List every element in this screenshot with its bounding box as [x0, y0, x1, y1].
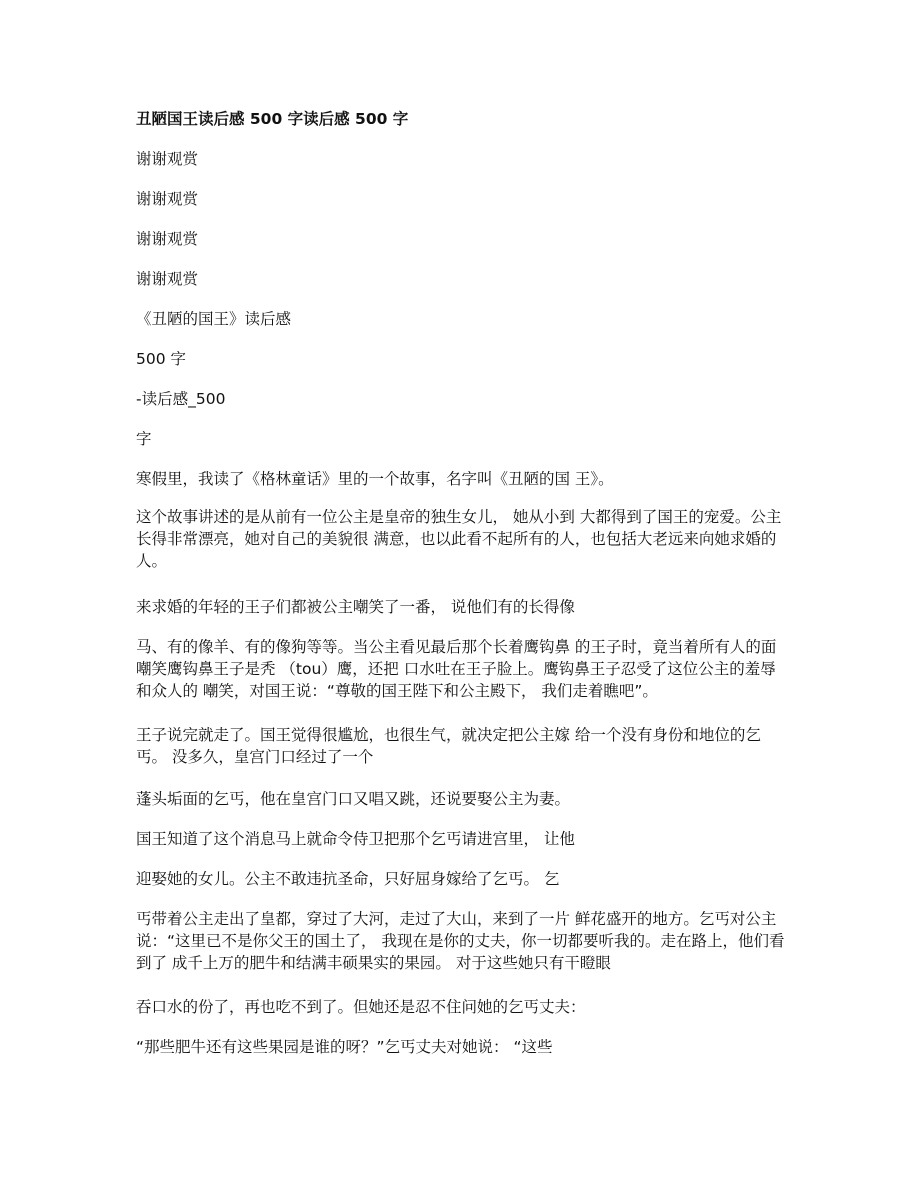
body-paragraph: 来求婚的年轻的王子们都被公主嘲笑了一番， 说他们有的长得像	[136, 598, 575, 616]
body-paragraph: 马、有的像羊、有的像狗等等。当公主看见最后那个长着鹰钩鼻 的王子时，竟当着所有人的面嘲笑鹰钩鼻王子是秃 （tou）鹰，还把 口水吐在王子脸上。鹰钩鼻王子忍受了这位公主的羞辱和众人的 嘲笑，对国王说：“尊敬的国王陛下和公主殿下， 我们走着瞧吧”。	[136, 638, 777, 700]
document-title: 丑陋国王读后感 500 字读后感 500 字	[136, 110, 409, 128]
essay-heading-category: -读后感_500	[136, 390, 226, 408]
body-paragraph: 吞口水的份了，再也吃不到了。但她还是忍不住问她的乞丐丈夫：	[136, 998, 586, 1016]
body-paragraph: 蓬头垢面的乞丐，他在皇宫门口又唱又跳，还说要娶公主为妻。	[136, 790, 571, 808]
thanks-line: 谢谢观赏	[136, 190, 199, 208]
body-paragraph: 寒假里，我读了《格林童话》里的一个故事，名字叫《丑陋的国 王》。	[136, 470, 614, 488]
essay-heading-suffix: 字	[136, 430, 152, 448]
thanks-line: 谢谢观赏	[136, 270, 199, 288]
body-paragraph: 国王知道了这个消息马上就命令侍卫把那个乞丐请进宫里， 让他	[136, 830, 575, 848]
body-paragraph: “那些肥牛还有这些果园是谁的呀？”乞丐丈夫对她说： “这些	[136, 1038, 553, 1056]
body-paragraph: 丐带着公主走出了皇都，穿过了大河，走过了大山，来到了一片 鲜花盛开的地方。乞丐对公主说：“这里已不是你父王的国土了， 我现在是你的丈夫，你一切都要听我的。走在路上，他们看到了 成千上万的肥牛和结满丰硕果实的果园。 对于这些她只有干瞪眼	[136, 910, 785, 972]
thanks-line: 谢谢观赏	[136, 150, 199, 168]
body-paragraph: 迎娶她的女儿。公主不敢违抗圣命，只好屈身嫁给了乞丐。 乞	[136, 870, 560, 888]
essay-heading: 《丑陋的国王》读后感	[136, 310, 292, 328]
essay-heading-count: 500 字	[136, 350, 187, 368]
body-paragraph: 这个故事讲述的是从前有一位公主是皇帝的独生女儿， 她从小到 大都得到了国王的宠爱。公主长得非常漂亮，她对自己的美貌很 满意，也以此看不起所有的人，也包括大老远来向她求婚的人。	[136, 508, 782, 570]
thanks-line: 谢谢观赏	[136, 230, 199, 248]
body-paragraph: 王子说完就走了。国王觉得很尴尬，也很生气，就决定把公主嫁 给一个没有身份和地位的乞丐。 没多久，皇宫门口经过了一个	[136, 726, 761, 766]
